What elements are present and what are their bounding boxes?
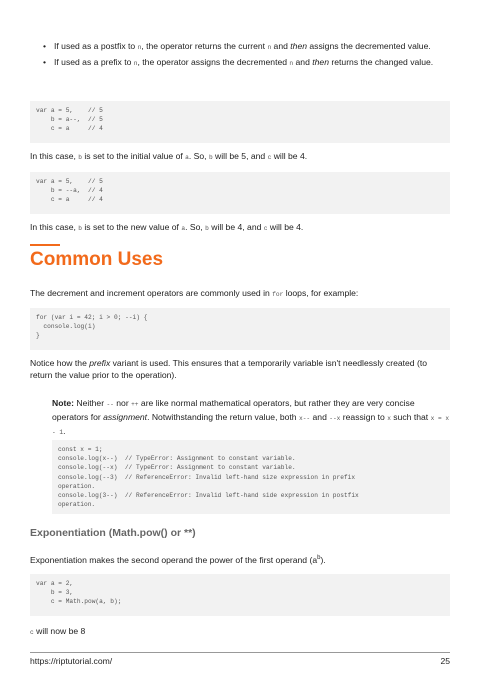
code-block-prefix: var a = 5, // 5 b = --a, // 4 c = a // 4: [30, 172, 450, 214]
footer-url-link[interactable]: https://riptutorial.com/: [30, 656, 113, 666]
section-heading: Common Uses: [30, 249, 164, 270]
paragraph-exponentiation: Exponentiation makes the second operand the power of the first operand $(a^b)$.: [30, 554, 326, 565]
page-number: 25: [440, 656, 450, 666]
paragraph-prefix-notice: Notice how the prefix variant is used. This ensures that a temporarily variable isn't needlessly created (to return the value prior to the operation).: [30, 358, 427, 380]
code-block-for-loop: for (var i = 42; i > 0; --i) { console.log(i) }: [30, 308, 450, 350]
footer-rule: [30, 652, 450, 653]
bullet-dot: •: [43, 57, 47, 67]
bullet-dot: •: [43, 41, 47, 51]
list-item: • If used as a postfix to n, the operator returns the current n and then assigns the decremented value.: [43, 41, 431, 51]
heading-rule: [30, 244, 60, 246]
bullet-list: [43, 40, 453, 72]
paragraph-result: c will now be 8: [30, 626, 86, 636]
paragraph-common-uses: The decrement and increment operators are commonly used in for loops, for example:: [30, 288, 359, 298]
code-block-postfix: var a = 5, // 5 b = a--, // 5 c = a // 4: [30, 101, 450, 143]
subsection-heading: Exponentiation (Math.pow() or **): [30, 527, 196, 539]
code-block-math-pow: var a = 2, b = 3, c = Math.pow(a, b);: [30, 574, 450, 616]
paragraph-postfix-explanation: In this case, b is set to the initial value of a. So, b will be 5, and c will be 4.: [30, 151, 308, 161]
code-block-const-errors: const x = 1; console.log(x--) // TypeError: Assignment to constant variable. console.log(--x) // TypeError: Assignment to constant variable. console.log(--3) // ReferenceError: Invalid left-hand size expression in prefix operation. console.log(3--) // ReferenceError: Invalid left-hand side expression in postfix operation.: [52, 440, 450, 514]
note-paragraph: Note: Neither -- nor ++ are like normal mathematical operators, but rather they are very concise operators for assignment. Notwithstanding the return value, both x-- and --x reassign to x such that x = x - 1.: [52, 398, 450, 436]
paragraph-prefix-explanation: In this case, b is set to the new value of a. So, b will be 4, and c will be 4.: [30, 222, 304, 232]
list-item: • If used as a prefix to n, the operator assigns the decremented n and then returns the changed value.: [43, 57, 434, 67]
